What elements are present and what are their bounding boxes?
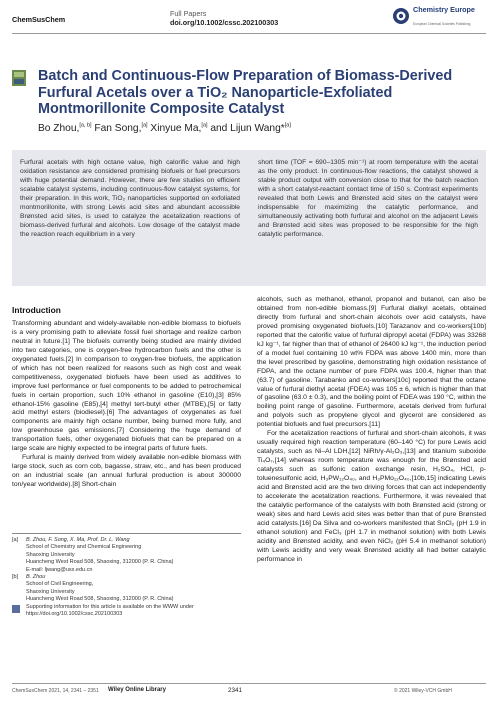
publisher-name: Chemistry Europe [413, 5, 475, 14]
author-affiliation-mark: [a] [141, 122, 148, 129]
author-affiliation-mark: [a] [284, 122, 291, 129]
footer-copyright: © 2021 Wiley-VCH GmbH [394, 688, 452, 694]
author-name[interactable]: Bo Zhou, [38, 123, 80, 134]
affiliation-line: Huancheng West Road 508, Shaoxing, 312000 (P. R. China) [26, 559, 174, 566]
section-heading: Introduction [12, 305, 61, 315]
abstract-right-column: short time (TOF = 690–1305 min⁻¹) at room temperature with the acetal as the only product. In continuous-flow reactions, the catalyst showed a stable product output with conversion close to that for the batch reaction with a short catalyst-reactant contact time of 150 s. Contrast experiments revealed that both Lewis and Brønsted acid sites on the catalyst were indispensable for maximizing the catalytic performance, and simultaneously activating both furfural and alcohol on the adjacent Lewis and Brønsted acid sites was proposed to be responsible for the high catalytic performance. [258, 159, 478, 238]
abstract-box [12, 150, 486, 286]
affiliation-block [12, 537, 241, 618]
affiliation-email[interactable]: E-mail: ljwang@usx.edu.cn [26, 566, 93, 573]
header-divider [12, 33, 486, 34]
body-paragraph: alcohols, such as methanol, ethanol, propanol and butanol, can also be obtained from non-edible biomass.[9] Furfural dialkyl acetals, obtained directly from furfural and short-chain alcohols over acid catalysts, have proved promising oxygenated biofuels.[10] Tarazanov and co-workers[10b] reported that the calorific value of furfural dipropyl acetal (FDPA) was 33268 kJ kg⁻¹, far higher than that of ethanol of 26400 kJ kg⁻¹, the induction period of a model fuel containing 10 wt% FDPA was above 1400 min, more than the level prescribed by gasoline, demonstrating high oxidation resistance of FDPA, and the octane number of pure FDPA was 100.4, higher than that (63.7) of gasoline. Tarabanko and co-workers[10c] reported that the octane value of furfural diethyl acetal (FDEA) was 105 ± 6, which is higher than that of gasoline (63.0 ± 0.3), and the boiling point of FDEA was 190 °C, within the boiling point range of gasoline. Furthermore, acetals derived from furfural and polyols such as propylene glycol and glycerol are considered as potential biofuels and fuel precursors.[11] [257, 296, 486, 429]
body-paragraph: Furfural is mainly derived from widely available non-edible biomass with large stock, such as corn cob, bagasse, straw, etc., and has been produced on an industrial scale (an annual furfural production is about 300000 ton/year worldwide).[8] Short-chain [12, 454, 241, 489]
author-name[interactable]: and Lijun Wang* [210, 123, 285, 134]
supporting-info-icon [12, 605, 20, 613]
affiliation-line: School of Chemistry and Chemical Engineering [26, 544, 142, 551]
affiliation-line: Shaoxing University [26, 588, 75, 595]
body-paragraph: Transforming abundant and widely-available non-edible biomass to biofuels is a very promising path to alleviate fossil fuel shortage and realize carbon neutral in future.[1] The biofuels currently being studied are mainly divided into two categories, one is oxygen-free hydrocarbon fuels and the other is oxygenated fuels.[2] In comparison to oxygen-free biofuels, the application of which has not been realized for reasons such as high cost and weak competitiveness, oxygenated biofuels have been used as additives to improve fuel performance or fuel components to be added to petrochemical fuels in certain proportion, such 10% ethanol in gasoline (E10),[3] 85% ethanol-15% gasoline (E85),[4] methyl tert-butyl ether (MTBE),[5] or fatty acid methyl esters (biodiesel).[6] The advantages of oxygenates as fuel components are mainly high octane number, being burned more fully, and low greenhouse gas emissions.[7] Considering the huge demand of transportation fuels, other oxygenated biofuels that can be prepared on a large scale are highly expected to be integral parts of future fuels. [12, 319, 241, 453]
affiliation-entry [12, 537, 241, 574]
affiliation-entry [12, 574, 241, 604]
footer-citation: ChemSusChem 2021, 14, 2341 – 2351 [12, 688, 99, 694]
affiliation-key: [a] [12, 537, 19, 543]
author-list [38, 123, 483, 134]
body-right-column [257, 296, 486, 565]
supporting-info-note [12, 604, 241, 619]
journal-name: ChemSusChem [12, 15, 66, 24]
graphical-abstract-thumbnail-icon[interactable] [12, 70, 26, 86]
supporting-info-text[interactable]: Supporting information for this article is available on the WWW under https://doi.org/10.1002/cssc.202100303 [26, 603, 194, 618]
affiliation-line: Shaoxing University [26, 551, 75, 558]
affiliation-line: School of Civil Engineering, [26, 581, 94, 588]
affiliation-line: Huancheng West Road 508, Shaoxing, 312000 (P. R. China) [26, 596, 174, 603]
author-name[interactable]: Fan Song, [94, 123, 142, 134]
affiliation-names: B. Zhou, F. Song, X. Ma, Prof. Dr. L. Wang [26, 537, 130, 543]
article-section: Full Papers [170, 9, 207, 18]
author-affiliation-mark: [a] [201, 122, 208, 129]
affiliation-divider [12, 533, 241, 534]
body-paragraph: For the acetalization reactions of furfural and short-chain alcohols, it was usually required high reaction temperature (60–140 °C) for pure Lewis acid catalysts, such as Ni–Al LDH,[12] NiRh/γ-Al₂O₃,[13] and titanium suboxide Ti₄O₇,[14] whereas room temperature was enough for the Brønsted acid catalysts such as sulfonic cation exchange resin, H₂SO₄, HCl, p-toluenesulfonic acid, H₃PW₁₂O₄₀, and H₃PMo₁₂O₄₀,[10b,15] indicating Lewis acid and Brønsted acid are the two driving forces that can act independently to accelerate the acetalization reactions. Furthermore, it was revealed that the catalytic performance of the catalysts with both Brønsted acid (strong or weak) sites and hard Lewis acid sites was better than that of pure Brønsted acid catalysts.[16] Da Silva and co-workers manifested that SnCl₂ (pH 1.9 in ethanol solution) and FeCl₃ (pH 1.7 in methanol solution) with both Lewis acidity and Brønsted acidity, and even NiCl₂ (pH 5.4 in methanol solution) with Lewis acidity and very weak Brønsted acidity all had better catalytic performance in [257, 430, 486, 563]
author-affiliation-mark: [a, b] [79, 122, 92, 129]
body-left-column [12, 296, 241, 490]
chemistry-europe-logo-icon [392, 7, 410, 25]
footer-library-link[interactable]: Wiley Online Library [108, 687, 166, 693]
doi-link[interactable]: doi.org/10.1002/cssc.202100303 [170, 18, 279, 27]
affiliation-key: [b] [12, 574, 19, 581]
publisher-subtitle: European Chemical Societies Publishing [413, 22, 471, 26]
footer-divider [12, 683, 486, 684]
author-name[interactable]: Xinyue Ma, [150, 123, 202, 134]
publisher-logo[interactable] [392, 5, 488, 35]
page-number: 2341 [228, 687, 243, 694]
affiliation-names: B. Zhou [26, 574, 46, 581]
article-title: Batch and Continuous-Flow Preparation of Biomass-Derived Furfural Acetals over a TiO₂ Nanoparticle-Exfoliated Montmorillonite Composite Catalyst [38, 68, 453, 118]
abstract-left-column: Furfural acetals with high octane value, high calorific value and high oxidation resistance are considered promising biofuels or fuel precursors with huge potential demand. However, there are few studies on efficient scalable catalyst systems, including continuous-flow catalyst systems, for their preparation. In this work, TiO₂ nanoparticles supported on exfoliated montmorillonite, with strong Lewis acid sites and abundant accessible Brønsted acid sites, is used to catalyze the acetalization reactions of biomass-derived furfural and alcohols. Low dosage of the catalyst made the reaction reach equilibrium in a very [20, 159, 240, 238]
